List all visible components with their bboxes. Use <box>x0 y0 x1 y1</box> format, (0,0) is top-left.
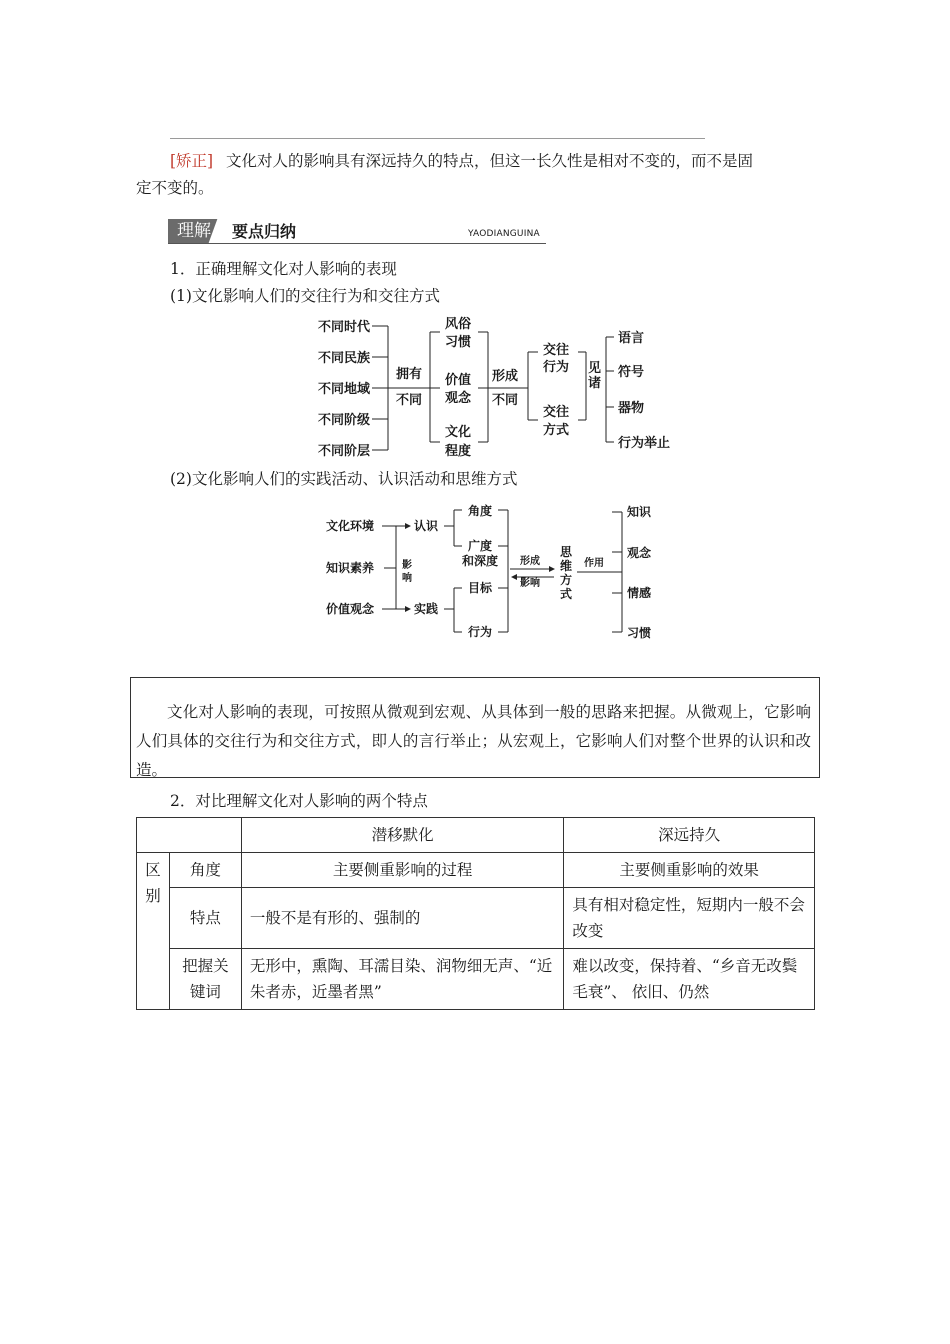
section-subtitle: YAODIANGUINA <box>468 229 540 239</box>
d1-label2-1: 不同 <box>492 393 519 408</box>
d1-mid2-1a: 交往 <box>543 405 570 420</box>
correction-tag: [矫正] <box>170 152 214 170</box>
table-cell: 难以改变，保持着、“乡音无改鬓毛衰”、 依旧、仍然 <box>564 949 815 1010</box>
d2-left-1: 知识素养 <box>326 561 375 575</box>
d1-mid-1b: 观念 <box>445 391 472 406</box>
d1-left-2: 不同地域 <box>318 382 371 397</box>
d2-think-3: 式 <box>560 587 573 601</box>
d1-mid-0b: 习惯 <box>445 335 472 350</box>
section-title: 要点归纳 <box>232 222 297 241</box>
d1-label3-0: 见 <box>588 361 602 376</box>
section-underline <box>168 243 546 244</box>
d1-right-1: 符号 <box>618 365 645 380</box>
table-row <box>137 949 815 1010</box>
table-row <box>137 888 815 949</box>
d1-label1-0: 拥有 <box>396 367 423 382</box>
table-header-row <box>137 818 815 853</box>
d1-mid-2b: 程度 <box>445 444 472 459</box>
d2-prac-1: 行为 <box>468 625 493 639</box>
d1-mid2-0b: 行为 <box>543 360 570 375</box>
d2-form: 形成 <box>520 556 540 567</box>
diagram-thinking <box>322 500 662 646</box>
point1-heading: 1．正确理解文化对人影响的表现 <box>170 260 397 278</box>
d2-right-3: 习惯 <box>627 626 652 640</box>
d2-cog-1: 广度 <box>468 539 493 553</box>
table-cell: 无形中，熏陶、耳濡目染、润物细无声、“近朱者赤，近墨者黑” <box>241 949 563 1010</box>
d1-label2-0: 形成 <box>492 369 519 384</box>
d2-act-0: 认识 <box>414 519 439 533</box>
table-row-label: 特点 <box>169 888 241 949</box>
d2-think-1: 维 <box>560 559 573 573</box>
note-text: 文化对人影响的表现，可按照从微观到宏观、从具体到一般的思路来把握。从微观上，它影响人们具体的交往行为和交往方式，即人的言行举止；从宏观上，它影响人们对整个世界的认识和改造。 <box>136 703 811 779</box>
correction-line <box>170 148 820 174</box>
d2-right-1: 观念 <box>627 546 652 560</box>
d1-left-0: 不同时代 <box>318 320 371 335</box>
d1-left-3: 不同阶级 <box>318 413 371 428</box>
d2-prac-0: 目标 <box>468 581 493 595</box>
comparison-table <box>136 817 815 1010</box>
table-cell: 主要侧重影响的效果 <box>564 853 815 888</box>
d1-mid-0a: 风俗 <box>445 317 472 332</box>
table-corner <box>137 818 242 853</box>
point1-sub2: (2)文化影响人们的实践活动、认识活动和思维方式 <box>170 470 518 488</box>
d2-influence-1: 响 <box>402 573 412 584</box>
d2-think-2: 方 <box>560 573 573 587</box>
table-col2: 深远持久 <box>564 818 815 853</box>
table-col1: 潜移默化 <box>241 818 563 853</box>
table-row-label: 角度 <box>169 853 241 888</box>
point1-sub1: (1)文化影响人们的交往行为和交往方式 <box>170 287 440 305</box>
d2-act-label: 作用 <box>584 558 604 569</box>
table-row <box>137 853 815 888</box>
d1-right-0: 语言 <box>618 331 645 346</box>
table-group: 区别 <box>137 853 170 1010</box>
d1-mid2-1b: 方式 <box>543 423 570 438</box>
d1-right-3: 行为举止 <box>618 436 671 451</box>
table-cell: 主要侧重影响的过程 <box>241 853 563 888</box>
d1-label1-1: 不同 <box>396 393 423 408</box>
diagram-communication <box>300 312 690 462</box>
point2-heading: 2．对比理解文化对人影响的两个特点 <box>170 792 428 810</box>
d1-label3-1: 诸 <box>588 376 602 391</box>
correction-text-cont: 定不变的。 <box>136 179 214 197</box>
d1-mid-2a: 文化 <box>445 425 472 440</box>
d1-mid-1a: 价值 <box>445 373 472 388</box>
d2-affect: 影响 <box>520 578 540 589</box>
d2-left-0: 文化环境 <box>326 519 375 533</box>
d2-left-2: 价值观念 <box>326 602 375 616</box>
d2-act-1: 实践 <box>414 602 439 616</box>
d2-cog-0: 角度 <box>468 504 493 518</box>
d1-left-1: 不同民族 <box>318 351 371 366</box>
table-cell: 一般不是有形的、强制的 <box>241 888 563 949</box>
d1-left-4: 不同阶层 <box>318 444 371 459</box>
table-row-label: 把握关键词 <box>169 949 241 1010</box>
d2-right-2: 情感 <box>627 586 652 600</box>
top-divider <box>170 138 705 139</box>
d2-influence-0: 影 <box>402 560 412 571</box>
d2-think-0: 思 <box>560 545 573 559</box>
d2-cog-2: 和深度 <box>462 554 499 568</box>
d2-right-0: 知识 <box>627 505 652 519</box>
section-label: 理解 <box>168 219 220 243</box>
correction-text: 文化对人的影响具有深远持久的特点，但这一长久性是相对不变的，而不是固 <box>226 152 754 170</box>
d1-right-2: 器物 <box>618 401 645 416</box>
d1-mid2-0a: 交往 <box>543 343 570 358</box>
table-cell: 具有相对稳定性，短期内一般不会改变 <box>564 888 815 949</box>
